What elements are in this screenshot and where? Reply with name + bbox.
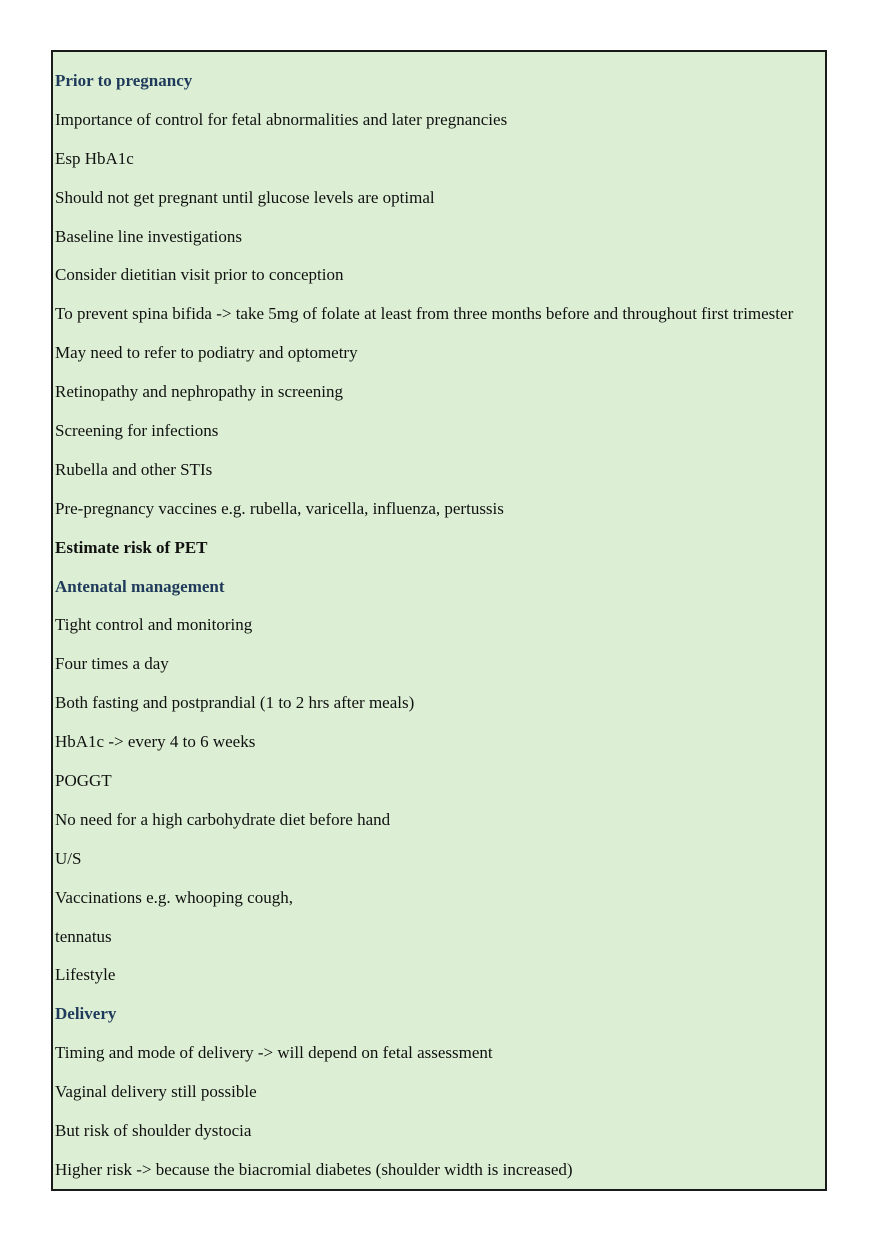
note-line: Vaginal delivery still possible xyxy=(55,1082,257,1102)
note-line: No need for a high carbohydrate diet before hand xyxy=(55,809,391,829)
note-line: Vaccinations e.g. whooping cough, xyxy=(55,887,293,907)
note-line: Importance of control for fetal abnormalities and later pregnancies xyxy=(55,109,508,129)
note-line: Pre-pregnancy vaccines e.g. rubella, varicella, influenza, pertussis xyxy=(55,498,504,518)
note-line: Four times a day xyxy=(55,654,169,674)
notes-list xyxy=(55,71,793,1199)
note-line: Timing and mode of delivery -> will depend on fetal assessment xyxy=(55,1043,493,1063)
note-line: Should not get pregnant until glucose levels are optimal xyxy=(55,187,435,207)
note-line: Both fasting and postprandial (1 to 2 hrs after meals) xyxy=(55,693,415,713)
note-line: Screening for infections xyxy=(55,421,219,441)
note-line: U/S xyxy=(55,848,82,868)
note-line: Rubella and other STIs xyxy=(55,459,213,479)
section-heading: Delivery xyxy=(55,1004,117,1024)
note-line: HbA1c -> every 4 to 6 weeks xyxy=(55,732,256,752)
note-line: Esp HbA1c xyxy=(55,148,134,168)
note-line: But risk of shoulder dystocia xyxy=(55,1121,252,1141)
note-line: Estimate risk of PET xyxy=(55,537,208,557)
section-heading: Prior to pregnancy xyxy=(55,71,193,90)
note-line: Lifestyle xyxy=(55,965,116,985)
note-line: Baseline line investigations xyxy=(55,226,242,246)
note-line: Consider dietitian visit prior to conception xyxy=(55,265,344,285)
note-line: tennatus xyxy=(55,926,112,946)
note-line: May need to refer to podiatry and optometry xyxy=(55,343,358,363)
notes-panel xyxy=(51,50,827,1191)
note-line: To prevent spina bifida -> take 5mg of folate at least from three months before and throughout first trimester xyxy=(55,304,794,324)
note-line: Higher risk -> because the biacromial diabetes (shoulder width is increased) xyxy=(55,1159,573,1179)
note-line: Tight control and monitoring xyxy=(55,615,253,635)
note-line: POGGT xyxy=(55,771,112,791)
section-heading: Antenatal management xyxy=(55,576,225,596)
note-line: Retinopathy and nephropathy in screening xyxy=(55,382,343,402)
